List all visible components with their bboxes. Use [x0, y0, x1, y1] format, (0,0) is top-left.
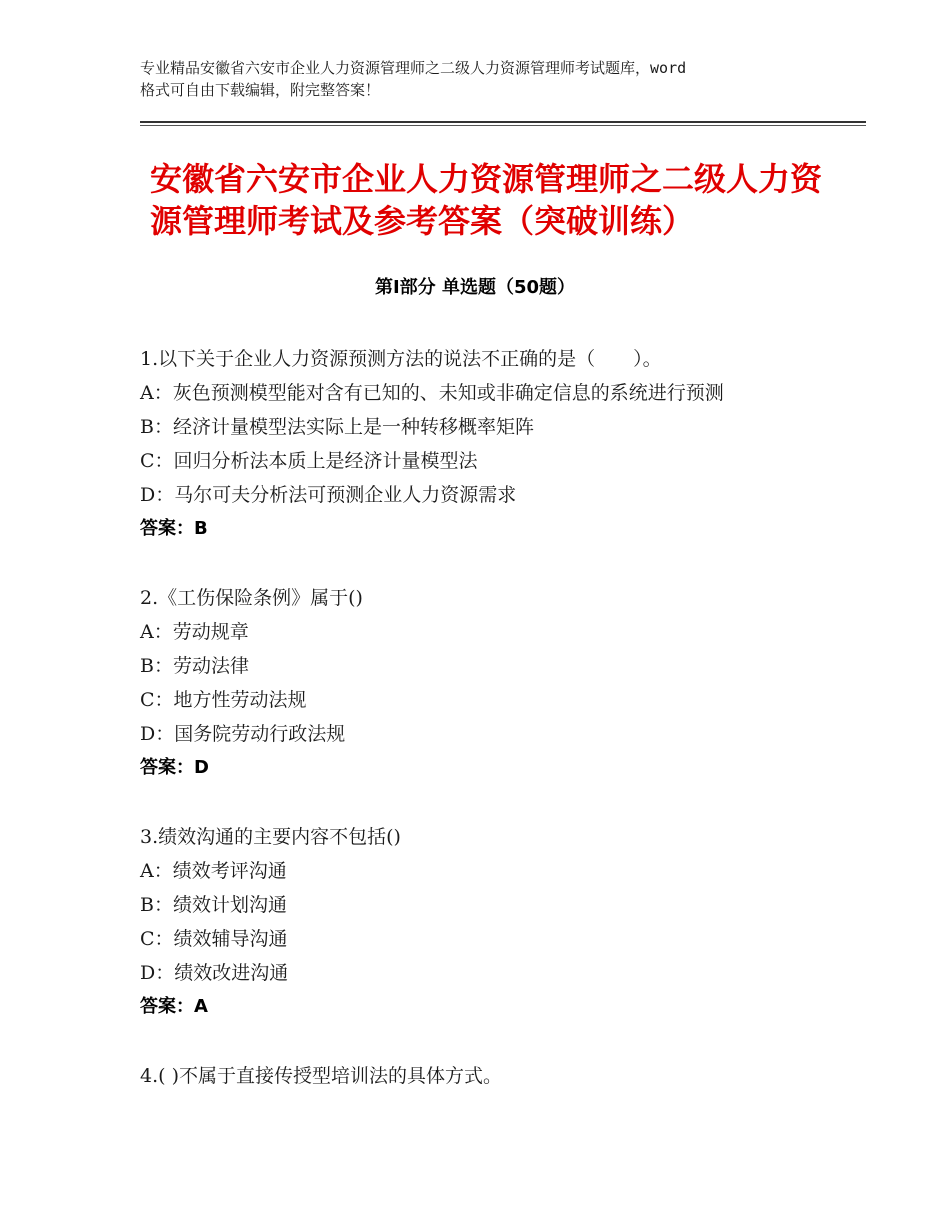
option-d: D：国务院劳动行政法规 — [140, 723, 346, 745]
option-d: D：马尔可夫分析法可预测企业人力资源需求 — [140, 484, 517, 506]
option-b: B：劳动法律 — [140, 655, 249, 677]
question-list — [140, 342, 830, 1128]
question-4 — [140, 1059, 830, 1093]
question-stem: 4.( )不属于直接传授型培训法的具体方式。 — [140, 1065, 502, 1087]
header-divider-thick — [140, 121, 866, 123]
answer: 答案：A — [140, 996, 208, 1017]
answer: 答案：D — [140, 757, 209, 778]
section-title: 第Ⅰ部分 单选题（50题） — [374, 277, 575, 298]
question-3 — [140, 820, 830, 1024]
option-b: B：绩效计划沟通 — [140, 894, 287, 916]
document-title: 安徽省六安市企业人力资源管理师之二级人力资源管理师考试及参考答案（突破训练） — [150, 160, 823, 240]
option-c: C：回归分析法本质上是经济计量模型法 — [140, 450, 478, 472]
question-2 — [140, 581, 830, 785]
option-b: B：经济计量模型法实际上是一种转移概率矩阵 — [140, 416, 534, 438]
option-a: A：劳动规章 — [140, 621, 249, 643]
question-stem: 2.《工伤保险条例》属于() — [140, 587, 363, 609]
question-stem: 1.以下关于企业人力资源预测方法的说法不正确的是（ ）。 — [140, 348, 662, 370]
option-c: C：绩效辅导沟通 — [140, 928, 288, 950]
header-note-line-2: 格式可自由下载编辑，附完整答案！ — [140, 81, 381, 99]
answer: 答案：B — [140, 518, 208, 539]
header-note-line-1: 专业精品安徽省六安市企业人力资源管理师之二级人力资源管理师考试题库，word — [140, 59, 687, 77]
option-a: A：绩效考评沟通 — [140, 860, 287, 882]
question-1 — [140, 342, 830, 546]
header-divider-thin — [140, 125, 866, 126]
option-c: C：地方性劳动法规 — [140, 689, 307, 711]
option-d: D：绩效改进沟通 — [140, 962, 289, 984]
question-stem: 3.绩效沟通的主要内容不包括() — [140, 826, 401, 848]
header-note — [140, 57, 840, 101]
option-a: A：灰色预测模型能对含有已知的、未知或非确定信息的系统进行预测 — [140, 382, 724, 404]
